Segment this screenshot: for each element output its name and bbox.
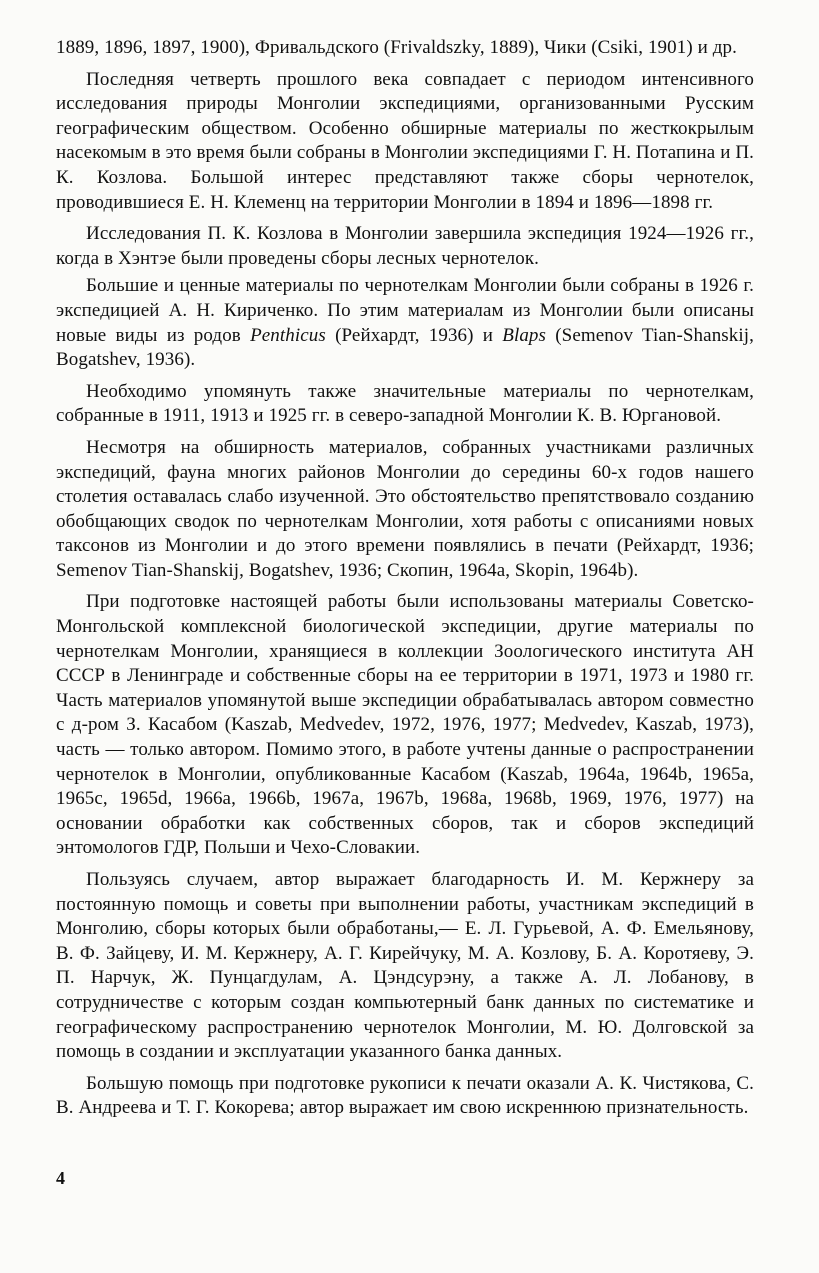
paragraph-text: Исследования П. К. Козлова в Монголии завершила экспедиция 1924—1926 гг., когда в Хэнтэе были проведены сборы лесных чернотелок. (56, 223, 754, 269)
paragraph-8 (56, 868, 754, 1065)
paragraph-5 (56, 380, 754, 429)
paragraph-1 (56, 36, 754, 61)
paragraph-3 (56, 222, 754, 271)
paragraph-6 (56, 436, 754, 584)
paragraph-text: Большие и ценные материалы по чернотелкам Монголии были собраны в 1926 г. экспедицией А. Н. Кириченко. По этим материалам из Монголии были описаны новые виды из родов (56, 275, 754, 346)
page-number: 4 (56, 1168, 65, 1188)
paragraph-text: Пользуясь случаем, автор выражает благодарность И. М. Кержнеру за постоянную помощь и советы при выполнении работы, участникам экспедиций в Монголию, сборы которых были обработаны,— Е. Л. Гурьевой, А. Ф. Емельянову, В. Ф. Зайцеву, И. М. Кержнеру, А. Г. Кирейчуку, М. А. Козлову, Б. А. Коротяеву, Э. П. Нарчук, Ж. Пунцагдулам, А. Цэндсурэну, а также А. Л. Лобанову, в сотрудничестве с которым создан компьютерный банк данных по систематике и географическому распространению чернотелок Монголии, М. Ю. Долговской за помощь в создании и эксплуатации указанного банка данных. (56, 869, 754, 1063)
paragraph-text: При подготовке настоящей работы были использованы материалы Советско-Монгольской комплексной биологической экспедиции, другие материалы по чернотелкам Монголии, хранящиеся в коллекции Зоологического института АН СССР в Ленинграде и собственные сборы на ее территории в 1971, 1973 и 1980 гг. Часть материалов упомянутой выше экспедиции обрабатывалась автором совместно с д-ром З. Касабом (Kaszab, Medvedev, 1972, 1976, 1977; Medvedev, Kaszab, 1973), часть — только автором. Помимо этого, в работе учтены данные о распространении чернотелок в Монголии, опубликованные Касабом (Kaszab, 1964a, 1964b, 1965a, 1965c, 1965d, 1966a, 1966b, 1967a, 1967b, 1968a, 1968b, 1969, 1976, 1977) на основании обработки как собственных сборов, так и сборов экспедиций энтомологов ГДР, Польши и Чехо-Словакии. (56, 591, 754, 859)
paragraph-4 (56, 274, 754, 372)
page-body (56, 36, 754, 1128)
paragraph-text: Необходимо упомянуть также значительные материалы по чернотелкам, собранные в 1911, 1913 и 1925 гг. в северо-западной Монголии К. В. Юргановой. (56, 380, 754, 427)
genus-name-penthicus: Penthicus (250, 324, 326, 346)
paragraph-7 (56, 590, 754, 861)
paragraph-9 (56, 1072, 754, 1121)
paragraph-text: Несмотря на обширность материалов, собранных участниками различных экспедиций, фауна многих районов Монголии до середины 60-х годов нашего столетия оставалась слабо изученной. Это обстоятельство препятствовало созданию обобщающих сводок по чернотелкам Монголии, хотя работы с описаниями новых таксонов из Монголии и до этого времени появлялись в печати (Рейхардт, 1936; Semenov Tian-Shanskij, Bogatshev, 1936; Скопин, 1964a, Skopin, 1964b). (56, 436, 754, 581)
paragraph-text: Большую помощь при подготовке рукописи к печати оказали А. К. Чистякова, С. В. Андреева и Т. Г. Кокорева; автор выражает им свою искреннюю признательность. (56, 1072, 754, 1119)
paragraph-2 (56, 68, 754, 216)
genus-name-blaps: Blaps (502, 324, 547, 346)
paragraph-text: (Semenov Tian-Shanskij, Bogatshev, 1936). (56, 324, 754, 371)
paragraph-text: 1889, 1896, 1897, 1900), Фривальдского (Frivaldszky, 1889), Чики (Csiki, 1901) и др. (56, 37, 737, 58)
paragraph-text: (Рейхардт, 1936) и (325, 324, 503, 346)
paragraph-text: Последняя четверть прошлого века совпадает с периодом интенсивного исследования природы Монголии экспедициями, организованными Русским географическим обществом. Особенно обширные материалы по жесткокрылым насекомым в это время были собраны в Монголии экспедициями Г. Н. Потапина и П. К. Козлова. Большой интерес представляют также сборы чернотелок, проводившиеся Е. Н. Клеменц на территории Монголии в 1894 и 1896—1898 гг. (56, 68, 754, 213)
